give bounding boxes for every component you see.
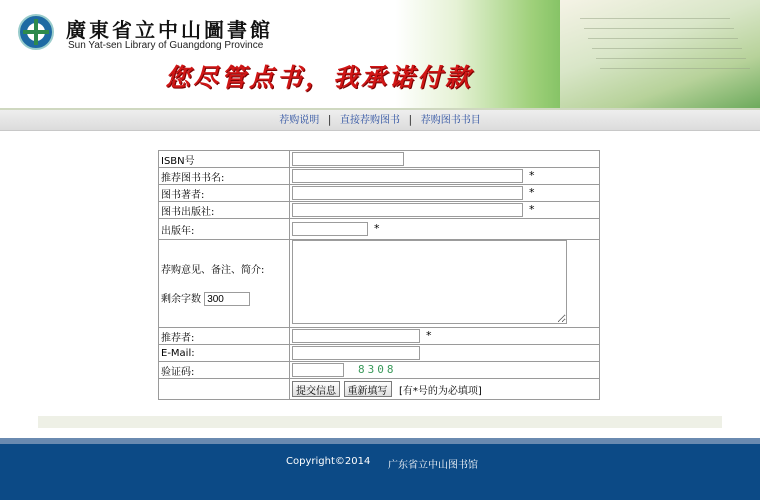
content-bottom-strip: [38, 416, 722, 428]
author-input[interactable]: [292, 186, 523, 200]
captcha-label: 验证码:: [159, 362, 290, 379]
comment-label: 荐购意见、备注、简介:: [161, 264, 265, 276]
form-row-author: [159, 185, 600, 202]
copyright-text: Copyright©2014: [286, 456, 371, 467]
year-label: 出版年:: [159, 219, 290, 240]
library-name-cn: 廣東省立中山圖書館: [66, 18, 273, 42]
publisher-input[interactable]: [292, 203, 523, 217]
footer: [0, 444, 760, 500]
open-book-image: [560, 0, 760, 110]
author-label: 图书著者:: [159, 185, 290, 202]
comment-textarea[interactable]: [292, 240, 567, 324]
required-mark: *: [426, 328, 432, 342]
isbn-label: ISBN号: [159, 151, 290, 168]
required-mark: *: [374, 221, 380, 235]
required-mark: *: [529, 168, 535, 182]
email-label: E-Mail:: [159, 345, 290, 362]
nav-bar: [0, 110, 760, 131]
required-hint: [有*号的为必填项]: [399, 386, 482, 397]
publisher-label: 图书出版社:: [159, 202, 290, 219]
footer-org-name: 广东省立中山图书馆: [388, 460, 478, 471]
recommend-form: [158, 150, 600, 400]
recommender-input[interactable]: [292, 329, 420, 343]
captcha-image: 8308: [358, 362, 397, 376]
form-row-recommender: [159, 328, 600, 345]
slogan: 您尽管点书，我承诺付款: [165, 63, 474, 92]
form-row-year: [159, 219, 600, 240]
publish-year-input[interactable]: [292, 222, 368, 236]
email-input[interactable]: [292, 346, 420, 360]
form-row-comment: [159, 240, 600, 328]
nav-purchase-instructions[interactable]: 荐购说明: [279, 115, 320, 126]
recommender-label: 推荐者:: [159, 328, 290, 345]
form-row-isbn: [159, 151, 600, 168]
header-banner: [0, 0, 760, 110]
form-row-captcha: [159, 362, 600, 379]
required-mark: *: [529, 185, 535, 199]
form-row-publisher: [159, 202, 600, 219]
book-title-input[interactable]: [292, 169, 523, 183]
library-logo-icon: [18, 14, 54, 50]
form-row-actions: [159, 379, 600, 400]
form-row-email: [159, 345, 600, 362]
required-mark: *: [529, 202, 535, 216]
nav-direct-recommend[interactable]: 直接荐购图书: [340, 115, 400, 126]
title-label: 推荐图书书名:: [159, 168, 290, 185]
nav-recommend-list[interactable]: 荐购图书书目: [420, 115, 481, 126]
isbn-input[interactable]: [292, 152, 404, 166]
nav-separator: |: [327, 113, 332, 126]
library-name-en: Sun Yat-sen Library of Guangdong Province: [68, 40, 264, 51]
remaining-chars-label: 剩余字数: [161, 293, 201, 305]
reset-button[interactable]: 重新填写: [344, 381, 392, 397]
submit-button[interactable]: 提交信息: [292, 381, 340, 397]
remaining-chars-counter[interactable]: [204, 292, 250, 306]
form-row-title: [159, 168, 600, 185]
nav-separator: |: [408, 113, 413, 126]
captcha-input[interactable]: [292, 363, 344, 377]
